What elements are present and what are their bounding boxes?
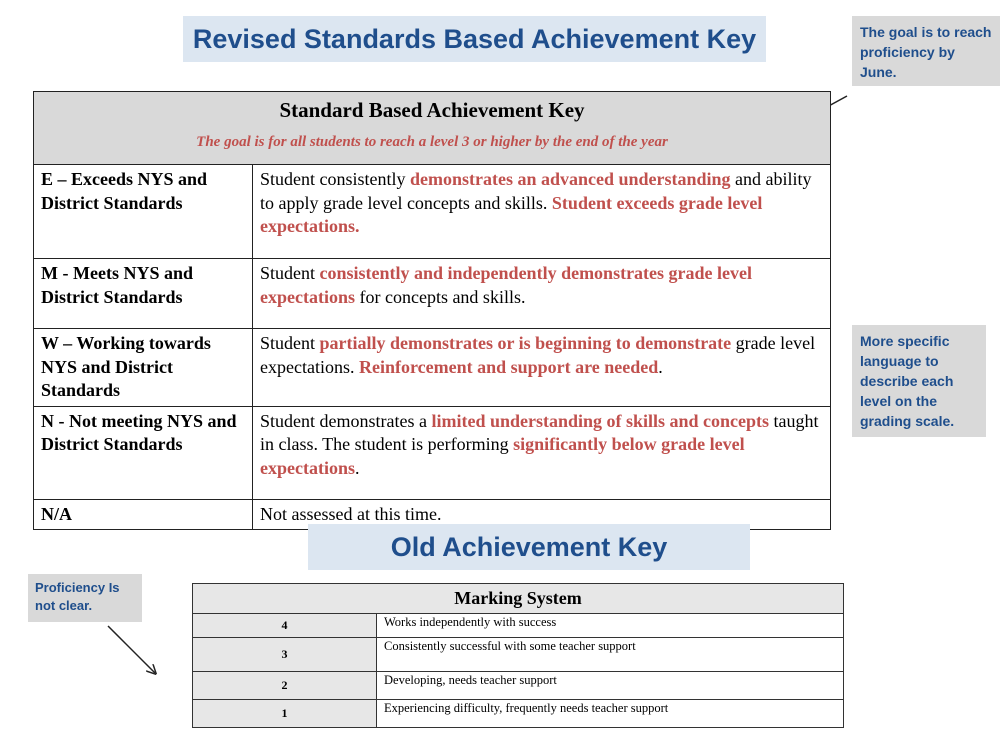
highlighted-phrase: significantly below grade level expectations (260, 434, 745, 478)
description-text: taught in class. The student is performing (260, 410, 819, 454)
revised-table-header (34, 92, 831, 165)
table-row (34, 165, 831, 259)
highlighted-phrase: partially demonstrates or is beginning to demonstrate (319, 333, 732, 353)
old-key-title: Old Achievement Key (308, 524, 750, 570)
revised-table-header-row (34, 92, 831, 165)
description-text: grade level expectations. (260, 333, 816, 377)
marking-header-row (193, 584, 844, 614)
highlighted-phrase: Student exceeds grade level expectations. (260, 192, 763, 236)
table-row (193, 638, 844, 672)
grade-number: 1 (193, 700, 377, 728)
highlighted-phrase: consistently and independently demonstrates grade level expectations (260, 263, 753, 307)
grade-description: Developing, needs teacher support (377, 672, 844, 700)
level-label: N/A (34, 499, 253, 530)
description-text: Student consistently (260, 169, 410, 189)
table-row (34, 259, 831, 329)
level-description (253, 259, 831, 329)
description-text: Student (260, 263, 320, 283)
level-label: E – Exceeds NYS and District Standards (34, 165, 253, 259)
table-row (193, 700, 844, 728)
highlighted-phrase: Reinforcement and support are needed (358, 356, 659, 377)
grade-number: 2 (193, 672, 377, 700)
proficiency-note: Proficiency Is not clear. (28, 574, 142, 622)
description-text: for concepts and skills. (354, 286, 526, 307)
marking-system-title: Marking System (193, 584, 844, 614)
level-description (253, 165, 831, 259)
highlighted-phrase: limited understanding of skills and concepts (431, 410, 770, 431)
level-label: M - Meets NYS and District Standards (34, 259, 253, 329)
description-text: . (658, 356, 663, 377)
revised-key-title: Revised Standards Based Achievement Key (183, 16, 766, 62)
description-text: Student demonstrates a (260, 410, 432, 431)
highlighted-phrase: demonstrates an advanced understanding (410, 169, 731, 189)
revised-table-title: Standard Based Achievement Key (279, 98, 585, 122)
table-row (193, 672, 844, 700)
level-label: N - Not meeting NYS and District Standards (34, 406, 253, 499)
level-description (253, 406, 831, 499)
revised-table-goal: The goal is for all students to reach a level 3 or higher by the end of the year (196, 134, 668, 150)
goal-callout-note: The goal is to reach proficiency by June. (852, 16, 1000, 86)
table-row (34, 406, 831, 499)
table-row (193, 614, 844, 638)
marking-system-table (192, 583, 844, 728)
grade-number: 4 (193, 614, 377, 638)
level-description (253, 329, 831, 407)
grade-description: Consistently successful with some teacher support (377, 638, 844, 672)
level-label: W – Working towards NYS and District Standards (34, 329, 253, 407)
specific-language-note: More specific language to describe each level on the grading scale. (852, 325, 986, 437)
description-text: and ability to apply grade level concepts and skills. (260, 169, 812, 213)
description-text: Not assessed at this time. (260, 503, 442, 524)
grade-description: Experiencing difficulty, frequently needs teacher support (377, 700, 844, 728)
description-text: . (354, 457, 360, 478)
description-text: Student (260, 333, 320, 353)
table-row (34, 329, 831, 407)
grade-number: 3 (193, 638, 377, 672)
grade-description: Works independently with success (377, 614, 844, 638)
revised-achievement-table (33, 91, 831, 530)
